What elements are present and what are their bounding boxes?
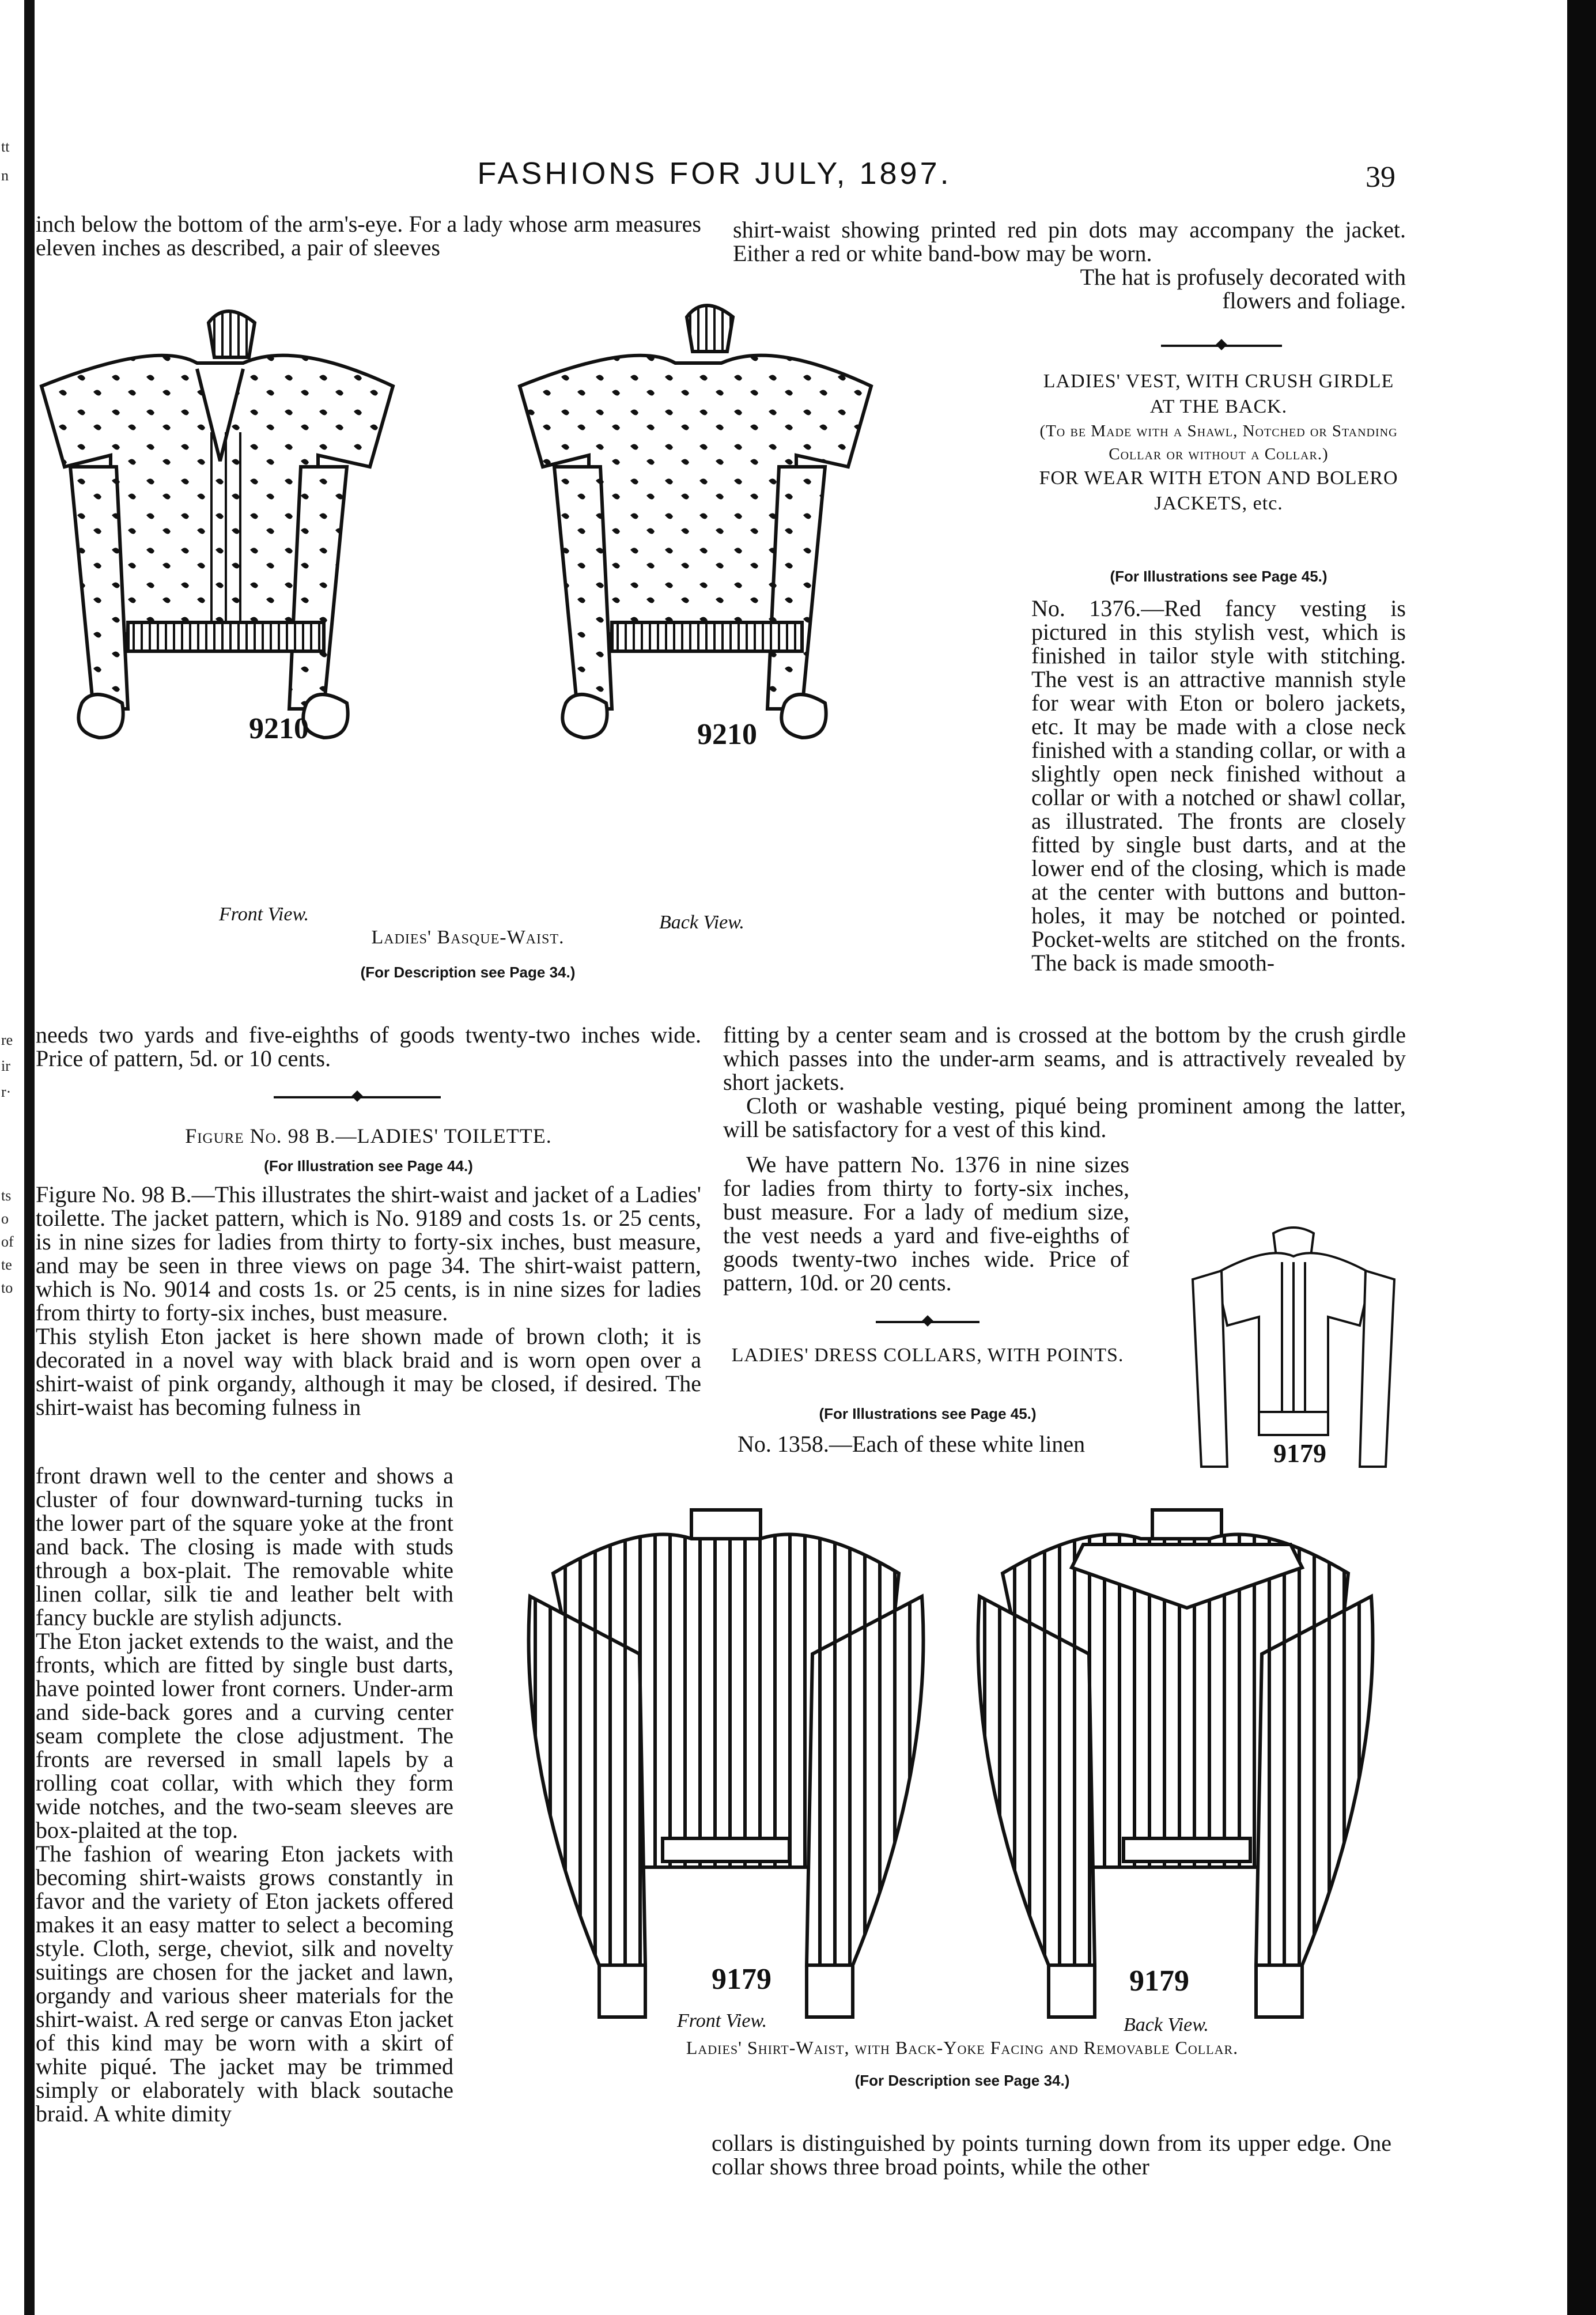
basque-back-number: 9210 <box>697 718 757 751</box>
basque-back-label: Back View. <box>659 912 744 933</box>
basque-front-number: 9210 <box>249 712 309 745</box>
margin-fragment: to <box>1 1279 13 1296</box>
margin-fragment: te <box>1 1256 12 1273</box>
running-head: FASHIONS FOR JULY, 1897. <box>477 156 952 191</box>
toilette-heading: Figure No. 98 B.—LADIES' TOILETTE. <box>185 1124 552 1147</box>
margin-fragment: ir <box>1 1058 10 1074</box>
small-waist-figure <box>1181 1222 1406 1481</box>
section-divider <box>274 1096 441 1098</box>
shirt-waist-front-view <box>529 1510 924 2017</box>
shirt-waist-title: Ladies' Shirt-Waist, with Back-Yoke Facing and Removable Collar. <box>686 2037 1239 2058</box>
margin-fragment: n <box>1 167 9 184</box>
shirt-waist-figure <box>519 1498 1406 2086</box>
collars-heading: LADIES' DRESS COLLARS, WITH POINTS. <box>731 1345 1124 1366</box>
small-waist-number: 9179 <box>1273 1438 1326 1468</box>
shirt-waist-ref: (For Description see Page 34.) <box>854 2072 1070 2089</box>
basque-waist-illustration <box>36 300 981 991</box>
shirt-waist-back-number: 9179 <box>1129 1965 1189 1997</box>
vest-paragraph-3: We have pattern No. 1376 in nine sizes for ladies from thirty to forty-six inches, bust measure. For a lady of medium size, the vest needs a yard and five-eighths of goods twenty-two inches wide. Price of pattern, 10d. or 20 cents. <box>723 1151 1129 1296</box>
margin-fragment: o <box>1 1210 9 1227</box>
margin-fragment: r· <box>1 1083 12 1100</box>
margin-fragment: ts <box>1 1187 12 1204</box>
shirt-waist-front-label: Front View. <box>677 2010 767 2031</box>
shirt-waist-front-number: 9179 <box>712 1963 771 1996</box>
scan-left-edge <box>0 0 36 2315</box>
margin-fragment: tt <box>1 138 10 155</box>
shirt-waist-illustration <box>519 1498 1406 2086</box>
left-after-figure-text: needs two yards and five-eighths of goods twenty-two inches wide. Price of pattern, 5d. or 10 cents. <box>36 1022 701 1071</box>
section-divider <box>1161 345 1282 347</box>
shirt-waist-back-view <box>978 1510 1373 2017</box>
basque-ref: (For Description see Page 34.) <box>360 964 576 981</box>
shirt-waist-back-label: Back View. <box>1124 2014 1209 2035</box>
binding-shadow <box>24 0 35 2315</box>
collars-paragraph-1: No. 1358.—Each of these white linen <box>738 1431 1086 1457</box>
page-number: 39 <box>1366 161 1395 194</box>
basque-front-label: Front View. <box>219 904 309 925</box>
toilette-paragraphs-top: Figure No. 98 B.—This illustrates the shirt-waist and jacket of a Ladies' toilette. The jacket pattern, which is No. 9189 and costs 1s. or 25 cents, is in nine sizes for ladies from thirty to forty-six inches, bust measure, and may be seen in three views on page 34. The shirt-waist pattern, which is No. 9014 and costs 1s. or 25 cents, is in nine sizes for ladies from thirty to forty-six inches, bust measure. This stylish Eton jacket is here shown made of brown cloth; it is decorated in a novel way with black braid and is worn open over a shirt-waist of pink organdy, although it may be closed, if desired. The shirt-waist has becoming fulness in <box>36 1181 701 1420</box>
toilette-paragraphs-narrow: front drawn well to the center and shows a cluster of four downward-turning tucks in the lower part of the square yoke at the front and back. The closing is made with studs through a box-plait. The removable white linen collar, silk tie and leather belt with fancy buckle are stylish adjuncts. The Eton jacket extends to the waist, and the fronts, which are fitted by single bust darts, have pointed lower front corners. Under-arm and side-back gores and a curving center seam complete the close adjustment. The fronts are reversed in small lapels by a rolling coat collar, with which they form wide notches, and the two-seam sleeves are box-plaited at the top. The fashion of wearing Eton jackets with becoming shirt-waists grows constantly in favor and the variety of Eton jackets offered makes it an easy matter to select a becoming style. Cloth, serge, cheviot, silk and novelty suitings are chosen for the jacket and lawn, organdy and various sheer materials for the shirt-waist. A red serge or canvas Eton jacket of this kind may be worn with a skirt of white piqué. The jacket may be trimmed simply or elaborately with black soutache braid. A white dimity <box>36 1463 453 2127</box>
basque-waist-figure <box>36 300 981 991</box>
collars-bottom-text: collars is distinguished by points turning down from its upper edge. One collar shows three broad points, while the other <box>712 2130 1391 2180</box>
vest-paragraph-1: No. 1376.—Red fancy vesting is pictured in this stylish vest, which is finished in tailor style with stitching. The vest is an attractive mannish style for wear with Eton or bolero jackets, etc. It may be made with a close neck finished with a standing collar, or with a slightly open neck finished without a collar or with a notched or shawl collar, as illustrated. The fronts are closely fitted by single bust darts, and at the lower end of the closing, which is made at the center with buttons and button-holes, it may be notched or pointed. Pocket-welts are stitched on the fronts. The back is made smooth- <box>1031 595 1406 976</box>
vest-ref: (For Illustrations see Page 45.) <box>1110 568 1328 585</box>
basque-back-view <box>520 305 871 738</box>
margin-fragment: of <box>1 1233 14 1250</box>
vest-heading: LADIES' VEST, WITH CRUSH GIRDLE AT THE BACK. (To be Made with a Shawl, Notched or Standing Collar or without a Collar.) FOR WEAR WITH ETON AND BOLERO JACKETS, etc. <box>1039 371 1398 514</box>
toilette-ref: (For Illustration see Page 44.) <box>264 1157 473 1175</box>
left-top-text: inch below the bottom of the arm's-eye. For a lady whose arm measures eleven inches as described, a pair of sleeves <box>36 211 701 260</box>
collars-ref: (For Illustrations see Page 45.) <box>819 1405 1037 1422</box>
section-divider <box>876 1321 979 1323</box>
basque-title: Ladies' Basque-Waist. <box>371 927 565 948</box>
margin-fragment: re <box>1 1032 13 1048</box>
right-top-text-2: The hat is profusely decorated with flowers and foliage. <box>1080 264 1406 314</box>
scan-right-edge <box>1563 0 1596 2315</box>
basque-front-view <box>41 311 393 738</box>
right-top-text: shirt-waist showing printed red pin dots may accompany the jacket. Either a red or white band-bow may be worn. <box>733 217 1406 266</box>
vest-paragraph-1-cont: fitting by a center seam and is crossed at the bottom by the crush girdle which passes into the under-arm seams, and is attractively revealed by short jackets. Cloth or washable vesting, piqué being prominent among the latter, will be satisfactory for a vest of this kind. <box>723 1022 1406 1142</box>
